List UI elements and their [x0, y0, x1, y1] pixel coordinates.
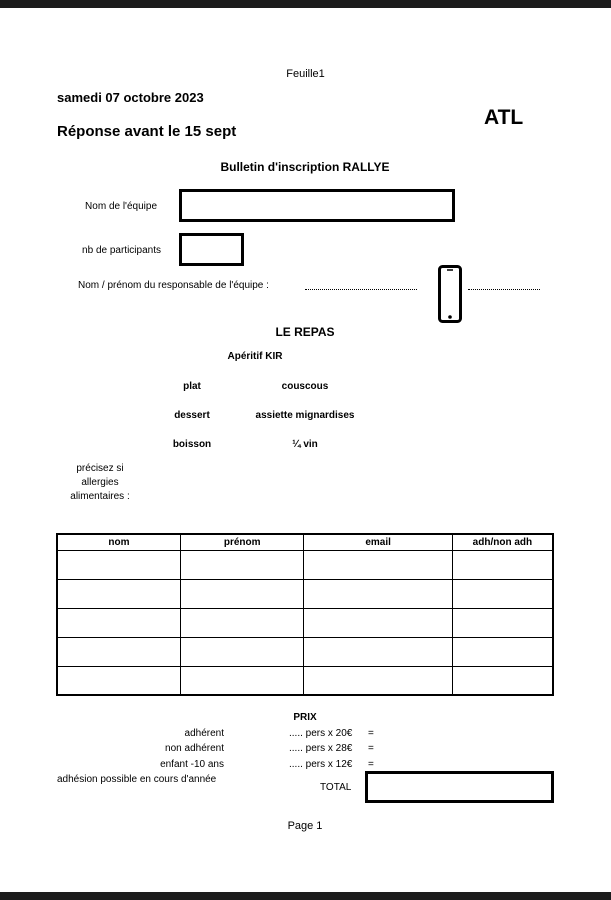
table-cell[interactable]: [180, 637, 304, 666]
manager-name-line[interactable]: [305, 289, 417, 290]
table-cell[interactable]: [452, 579, 553, 608]
table-cell[interactable]: [452, 666, 553, 695]
price-label: non adhérent: [165, 743, 224, 754]
allergies-label: [45, 462, 155, 504]
table-cell[interactable]: [57, 550, 180, 579]
table-header-row: [57, 534, 553, 550]
meal-item-value: assiette mignardises: [255, 410, 355, 421]
table-cell[interactable]: [57, 637, 180, 666]
bottom-dark-bar: [0, 892, 611, 900]
table-cell[interactable]: [180, 550, 304, 579]
table-cell[interactable]: [304, 637, 452, 666]
table-cell[interactable]: [304, 550, 452, 579]
page-footer: Page 1: [287, 820, 323, 832]
meal-item-label: plat: [183, 381, 201, 392]
top-dark-bar: [0, 0, 611, 8]
form-title: Bulletin d'inscription RALLYE: [220, 160, 390, 174]
event-date: samedi 07 octobre 2023: [57, 90, 204, 105]
total-label: TOTAL: [320, 782, 352, 793]
column-header-email: email: [304, 534, 452, 550]
column-header-nom: nom: [57, 534, 180, 550]
manager-phone-line[interactable]: [468, 289, 540, 290]
participants-field[interactable]: [179, 233, 244, 266]
membership-note: adhésion possible en cours d'année: [57, 774, 217, 785]
price-formula: ..... pers x 28€: [289, 743, 353, 754]
participants-table: [56, 533, 554, 696]
table-cell[interactable]: [57, 608, 180, 637]
aperitif-text: Apéritif KIR: [227, 351, 283, 362]
meal-item-label: boisson: [172, 439, 212, 450]
meal-item-label: dessert: [174, 410, 210, 421]
table-row: [57, 550, 553, 579]
table-cell[interactable]: [57, 579, 180, 608]
meal-item-value: ¼ vin: [292, 439, 318, 450]
table-cell[interactable]: [304, 608, 452, 637]
price-label: adhérent: [184, 728, 224, 739]
sheet-name: Feuille1: [286, 68, 325, 80]
table-row: [57, 637, 553, 666]
team-name-label: Nom de l'équipe: [85, 201, 157, 212]
participants-label: nb de participants: [82, 245, 161, 256]
total-field[interactable]: [365, 771, 554, 803]
meal-title: LE REPAS: [275, 325, 335, 339]
table-cell[interactable]: [57, 666, 180, 695]
table-cell[interactable]: [180, 579, 304, 608]
allergies-label-line: précisez si: [76, 463, 124, 474]
allergies-label-line: allergies: [81, 477, 119, 488]
allergies-label-line: alimentaires :: [70, 491, 130, 502]
team-name-field[interactable]: [179, 189, 455, 222]
price-equals: =: [368, 759, 374, 770]
table-cell[interactable]: [180, 608, 304, 637]
table-row: [57, 608, 553, 637]
price-label: enfant -10 ans: [160, 759, 224, 770]
table-cell[interactable]: [452, 550, 553, 579]
table-cell[interactable]: [452, 637, 553, 666]
mobile-phone-icon: [438, 265, 462, 323]
table-cell[interactable]: [452, 608, 553, 637]
table-cell[interactable]: [304, 579, 452, 608]
meal-item-value: couscous: [281, 381, 329, 392]
table-cell[interactable]: [304, 666, 452, 695]
price-formula: ..... pers x 20€: [289, 728, 353, 739]
price-equals: =: [368, 743, 374, 754]
column-header-prenom: prénom: [180, 534, 304, 550]
prices-title: PRIX: [293, 712, 317, 723]
table-row: [57, 666, 553, 695]
table-cell[interactable]: [180, 666, 304, 695]
column-header-adh: adh/non adh: [452, 534, 553, 550]
table-row: [57, 579, 553, 608]
manager-label: Nom / prénom du responsable de l'équipe :: [78, 280, 269, 291]
price-formula: ..... pers x 12€: [289, 759, 353, 770]
org-logo-text: ATL: [484, 106, 524, 129]
price-equals: =: [368, 728, 374, 739]
deadline-text: Réponse avant le 15 sept: [57, 123, 237, 140]
